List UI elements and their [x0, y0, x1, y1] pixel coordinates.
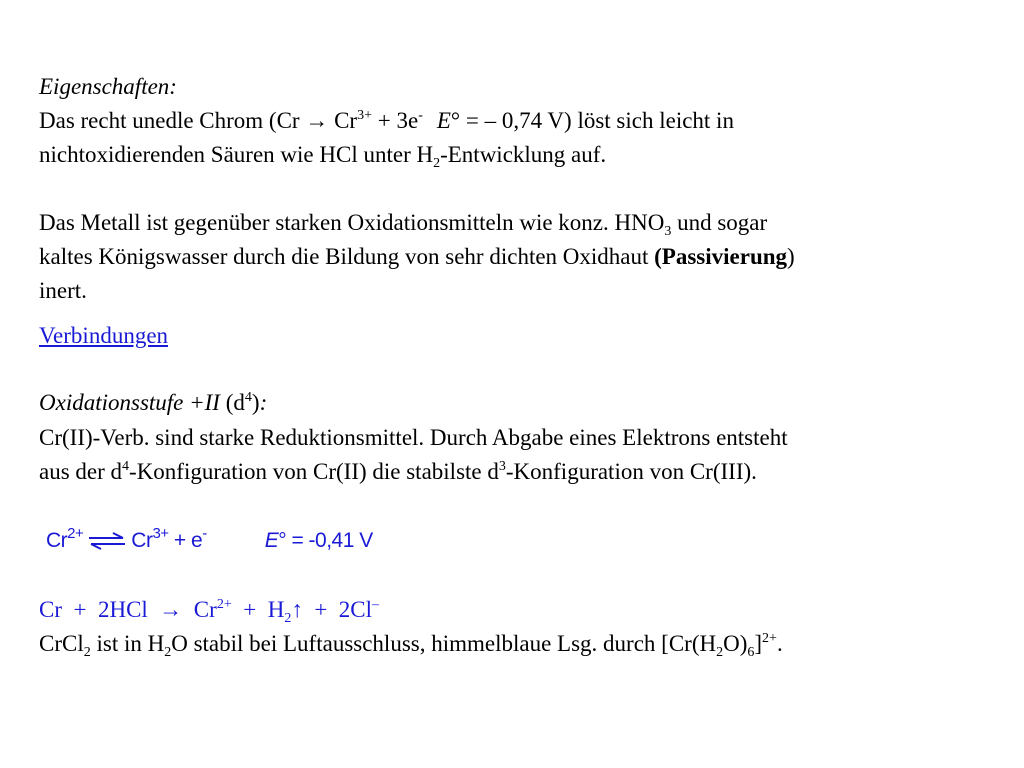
passivation-line-3: inert. [39, 278, 87, 303]
properties-line-2: nichtoxidierenden Säuren wie HCl unter $H_2$-Entwicklung auf. [39, 142, 607, 171]
heading-oxidationsstufe-ii: Oxidationsstufe +II $(d^4)$: [39, 390, 268, 415]
equilibrium-arrow-icon [87, 532, 127, 550]
reaction-cr-hcl: $Cr + 2HCl \to Cr^{2+}$ + $H_2↑ + 2Cl^-$ [39, 597, 380, 626]
verbindungen-link[interactable]: Verbindungen [39, 323, 169, 348]
passivation-line-2: kaltes Königswasser durch die Bildung von sehr dichten Oxidhaut (Passivierung) [39, 244, 795, 269]
heading-eigenschaften: Eigenschaften: [39, 74, 177, 99]
cr2-description-line-2: aus der $d^4$-Konfiguration von Cr(II) die stabilste $d^3$-Konfiguration von Cr(III). [39, 459, 757, 484]
cr2-description-line-1: Cr(II)-Verb. sind starke Reduktionsmittel. Durch Abgabe eines Elektrons entsteht [39, 425, 788, 450]
passivation-line-1: Das Metall ist gegenüber starken Oxidationsmitteln wie konz. $HNO_3$ und sogar [39, 210, 768, 239]
redox-equation-cr2-cr3: $Cr^{2+}$ $Cr^{3+} + e^-$ E° = -0,41 V [46, 525, 373, 552]
crcl2-stability-line: CrCl$_2$ ist in $H_2O$ stabil bei Luftausschluss, himmelblaue Lsg. durch $[Cr(H_2O)_6]^{2+}$. [39, 631, 783, 660]
properties-line-1: Das recht unedle Chrom ($Cr \to Cr^{3+} + 3e^-$ E° = – 0,74 V) löst sich leicht in [39, 108, 734, 133]
